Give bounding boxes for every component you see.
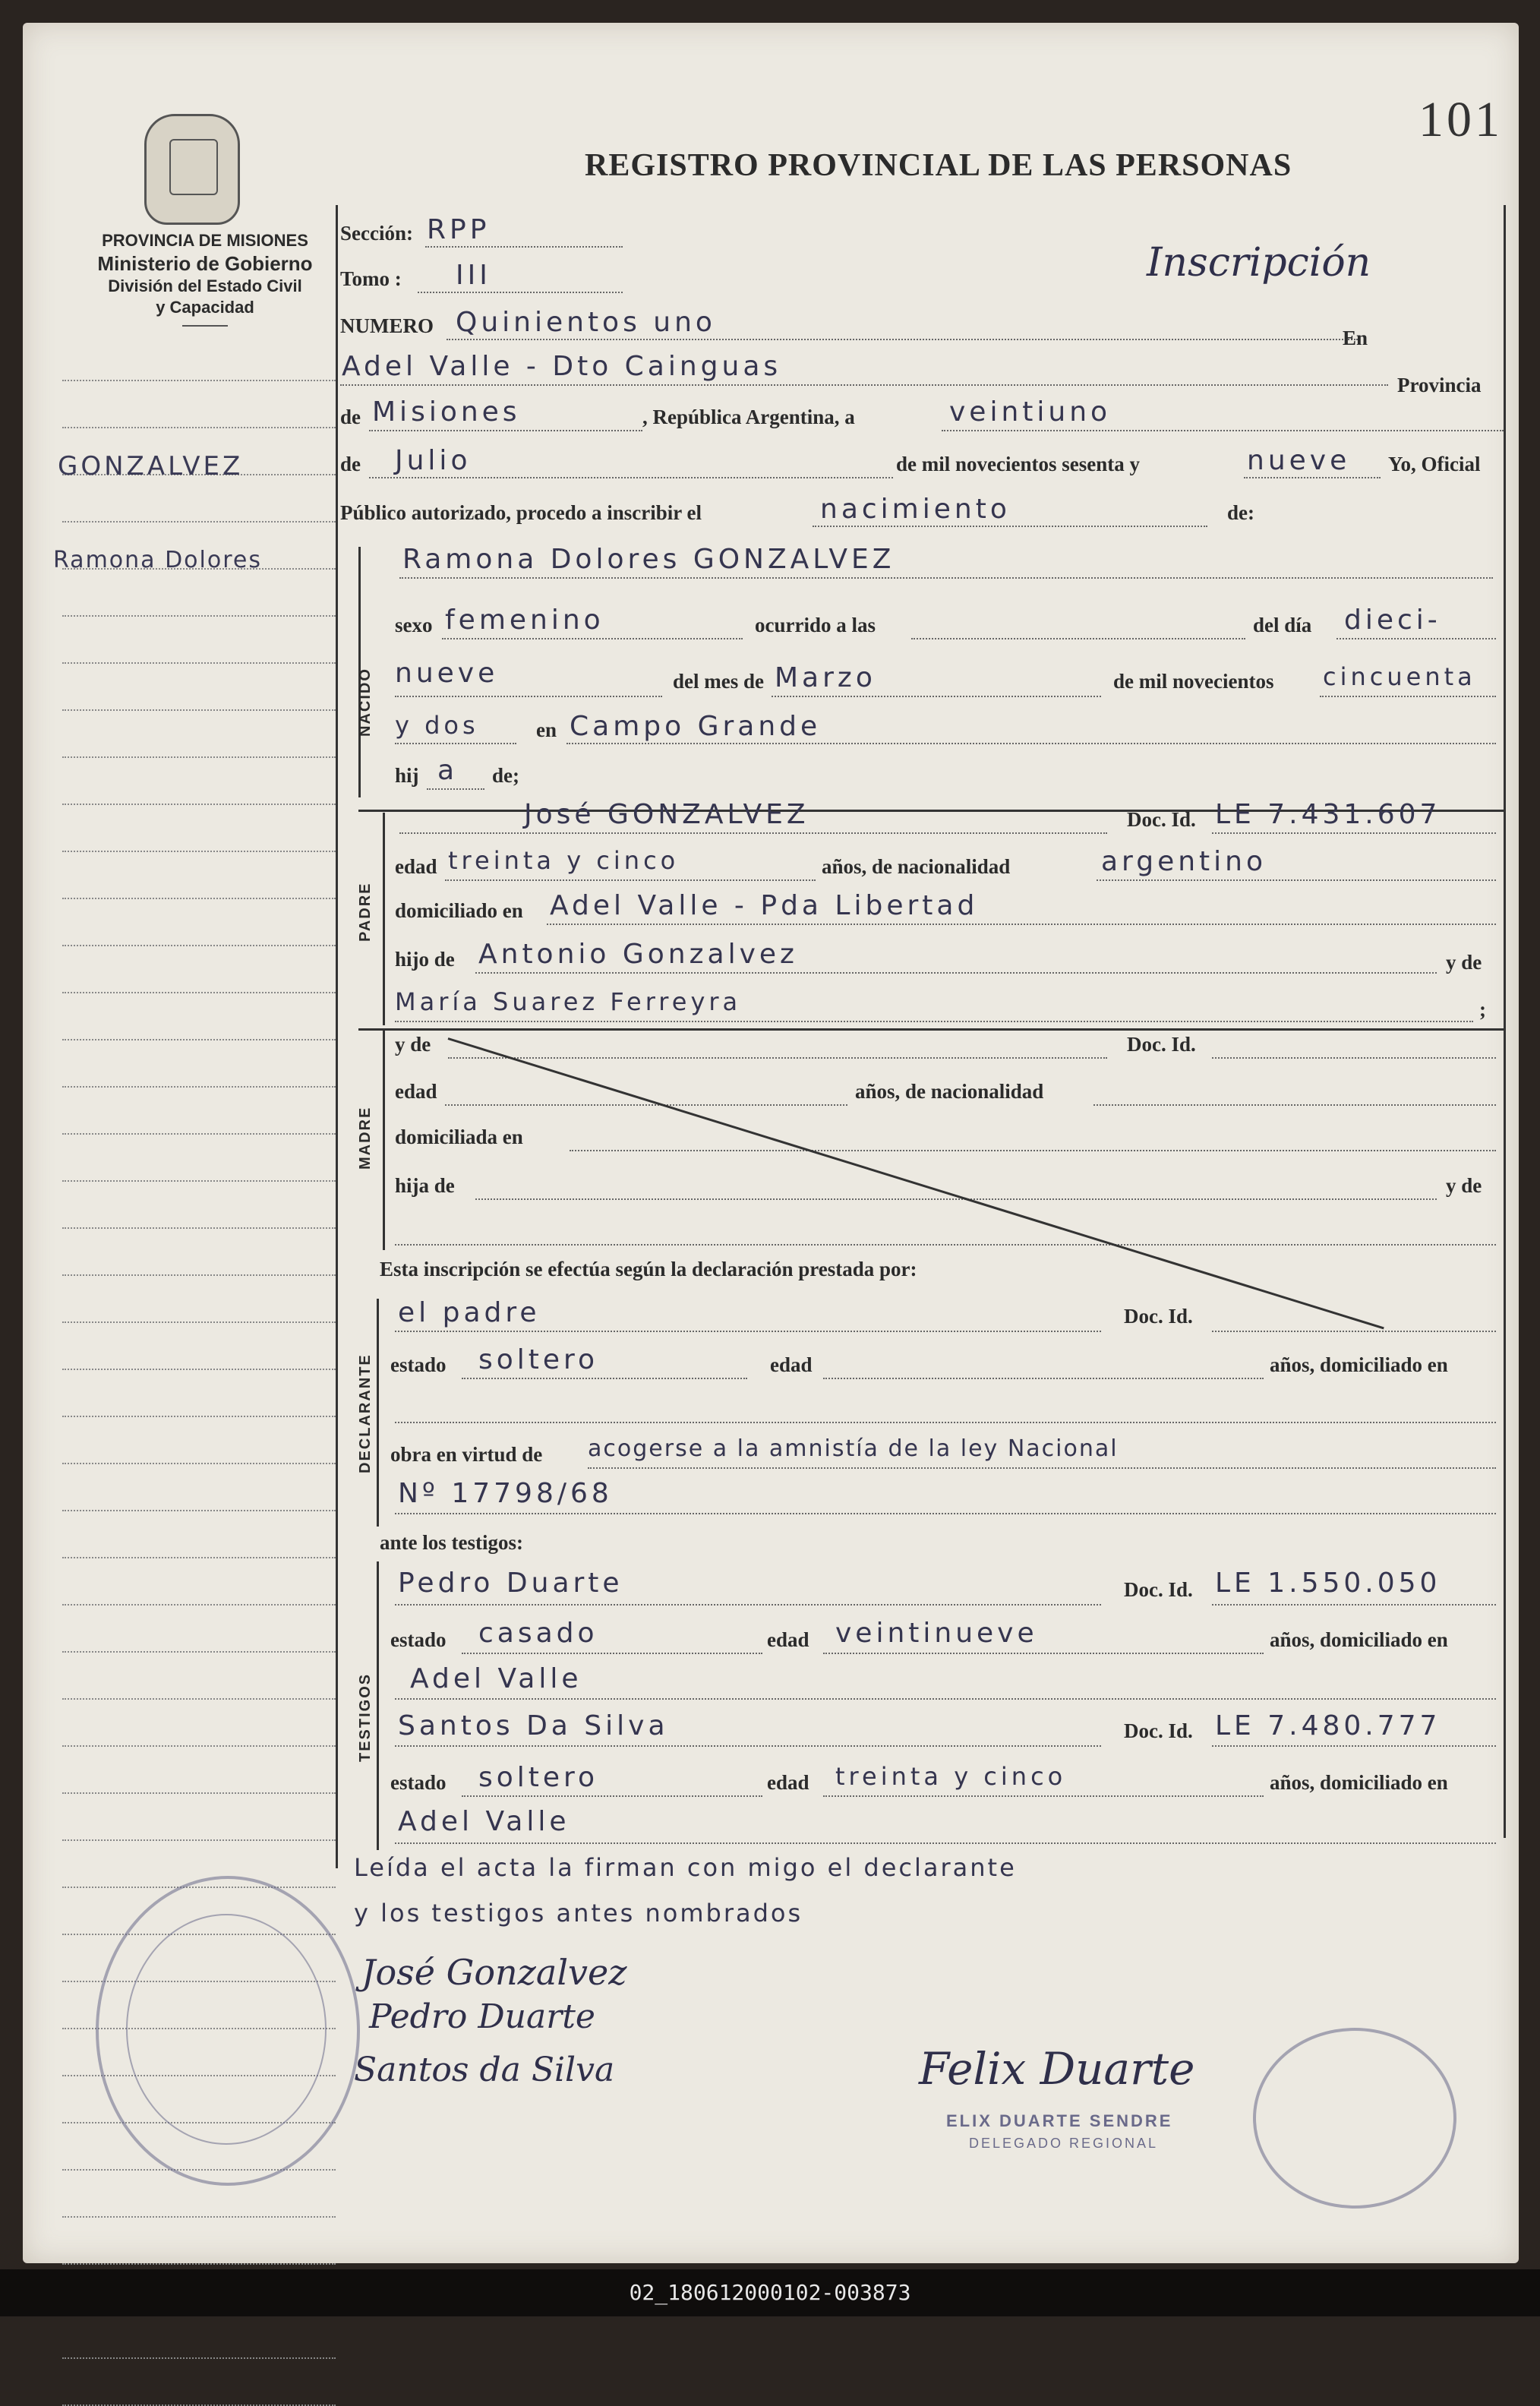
margin-line [62,1557,336,1558]
document-page [23,23,1519,2263]
margin-line [62,380,336,381]
margin-surname: GONZALVEZ [58,451,244,482]
dots [1212,1604,1496,1606]
label-estado-decl: estado [390,1353,447,1376]
label-del-dia: del día [1253,614,1312,636]
value-testigo1: Pedro Duarte [398,1568,623,1599]
dots [1212,1057,1496,1059]
stamp-name: ELIX DUARTE SENDRE [946,2111,1173,2130]
margin-line [62,1604,336,1606]
dots [448,1057,1107,1059]
dots [911,638,1245,639]
value-ley: Nº 17798/68 [398,1478,613,1509]
dots [942,430,1504,431]
margin-line [62,756,336,758]
side-label-testigos: TESTIGOS [357,1672,374,1762]
document-title: REGISTRO PROVINCIAL DE LAS PERSONAS [585,148,1292,183]
side-label-madre: MADRE [357,1106,374,1170]
label-edad-madre: edad [395,1080,437,1103]
dots [395,1422,1496,1423]
label-en: En [1343,327,1368,349]
value-declarante: el padre [398,1297,541,1328]
value-testigo2-estado: soltero [478,1762,599,1793]
dots [1244,477,1381,478]
label-de-mil: de mil novecientos sesenta y [896,453,1140,475]
label-dom-decl: años, domiciliado en [1270,1353,1448,1376]
margin-line [62,1227,336,1229]
label-de-mil2: de mil novecientos [1113,670,1274,693]
label-doc-t1: Doc. Id. [1124,1578,1193,1601]
dots [418,292,623,293]
margin-line [62,945,336,946]
label-estado-t2: estado [390,1771,447,1794]
label-de2: de [340,453,361,475]
label-ocurrido: ocurrido a las [755,614,876,636]
margin-line [62,1180,336,1182]
value-decl-estado: soltero [478,1344,599,1375]
dots [475,1198,1437,1200]
dots [395,1842,1496,1844]
label-provincia: Provincia [1397,374,1482,396]
value-testigo1-doc: LE 1.550.050 [1215,1568,1441,1599]
label-dom-padre: domiciliado en [395,899,523,922]
margin-line [62,804,336,805]
dots [395,1244,1496,1246]
signature-official: Felix Duarte [919,2043,1195,2095]
dots [340,384,1388,386]
value-testigo2: Santos Da Silva [398,1710,669,1741]
dots [395,1698,1496,1700]
margin-line [62,2357,336,2359]
side-label-declarante: DECLARANTE [357,1353,374,1473]
label-edad-t1: edad [767,1628,809,1651]
margin-line [62,1698,336,1700]
value-tomo: III [456,260,491,291]
org-province: PROVINCIA DE MISIONES [102,231,308,250]
org-ministry: Ministerio de Gobierno [97,252,313,275]
label-semicolon: ; [1479,998,1486,1021]
value-testigo2-dom: Adel Valle [398,1806,570,1837]
label-estado-t1: estado [390,1628,447,1651]
label-edad-decl: edad [770,1353,813,1376]
margin-line [62,1745,336,1747]
margin-line [62,662,336,664]
value-anio-nac-2: y dos [395,711,479,740]
margin-given-names: Ramona Dolores [53,547,262,573]
dots [570,1150,1496,1151]
margin-line [62,851,336,852]
dots [1212,832,1496,834]
dots [1097,879,1496,881]
value-padre-doc: LE 7.431.607 [1215,799,1441,830]
dots [566,743,1496,744]
dots [1093,1104,1496,1106]
label-doc-decl: Doc. Id. [1124,1305,1193,1328]
dots [399,577,1493,579]
value-testigo2-doc: LE 7.480.777 [1215,1710,1441,1741]
margin-line [62,709,336,711]
margin-line [62,992,336,993]
label-doc-padre: Doc. Id. [1127,808,1196,831]
dots [369,430,642,431]
signature-declarante: José Gonzalvez [361,1952,627,1993]
value-padre-dom: Adel Valle - Pda Libertad [550,890,979,921]
margin-line [62,1651,336,1653]
coat-of-arms-icon [144,114,240,225]
org-capacity: y Capacidad [156,298,254,317]
margin-line [62,1274,336,1276]
margin-line [62,1792,336,1794]
label-de: de [340,406,361,428]
seal-stamp-right [1253,2028,1456,2209]
margin-line [62,1839,336,1841]
page-number: 101 [1419,92,1503,147]
value-mes-nac: Marzo [775,662,876,693]
value-abuelo: Antonio Gonzalvez [478,939,798,970]
label-sexo: sexo [395,614,433,636]
label-y-de: y de [1446,951,1482,974]
value-numero: Quinientos uno [456,307,716,338]
value-anio: nueve [1247,445,1351,476]
label-republica: , República Argentina, a [642,406,855,428]
value-acto: nacimiento [820,494,1011,525]
dots [462,1378,747,1379]
value-padre-nombre: José GONZALVEZ [524,799,809,830]
value-hij: a [437,755,459,786]
label-dom-madre: domiciliada en [395,1126,523,1148]
value-obra: acogerse a la amnistía de la ley Nacional [588,1435,1119,1462]
madre-border [383,1030,385,1250]
label-en2: en [536,718,557,741]
dots [772,696,1101,697]
value-sexo: femenino [445,605,604,636]
stamp-title: DELEGADO REGIONAL [969,2136,1159,2151]
dots [395,1331,1101,1332]
value-mes: Julio [395,445,472,476]
margin-line [62,898,336,899]
label-dom-t1: años, domiciliado en [1270,1628,1448,1651]
dots [462,1653,762,1654]
closing-line-1: Leída el acta la firman con migo el declarante [354,1853,1017,1882]
header-signature: Inscripción [1147,240,1371,286]
dots [462,1795,762,1797]
dots [399,832,1107,834]
margin-line [62,427,336,428]
value-provincia: Misiones [372,396,521,428]
label-numero: NUMERO [340,314,434,337]
label-de-semi: de; [492,764,519,787]
margin-line [62,615,336,617]
dots [1320,696,1496,697]
value-abuela: María Suarez Ferreyra [395,987,742,1016]
value-testigo1-edad: veintinueve [835,1618,1038,1649]
value-lugar: Adel Valle - Dto Cainguas [342,351,782,382]
label-nac-madre: años, de nacionalidad [855,1080,1044,1103]
value-testigo2-edad: treinta y cinco [835,1762,1067,1791]
label-nac-padre: años, de nacionalidad [822,855,1011,878]
label-seccion: Sección: [340,222,413,245]
divider [182,325,228,327]
label-obra: obra en virtud de [390,1443,543,1466]
value-dia-nac-2: nueve [395,658,499,689]
dots [425,246,623,248]
dots [447,339,1358,340]
value-testigo1-estado: casado [478,1618,598,1649]
dots [369,477,893,478]
image-id-footer: 02_180612000102-003873 [0,2269,1540,2316]
label-doc-madre: Doc. Id. [1127,1033,1196,1056]
margin-line [62,1321,336,1323]
dots [395,1513,1496,1514]
dots [1212,1745,1496,1747]
margin-line [62,1133,336,1135]
label-hijo-de: hijo de [395,948,455,971]
margin-line [62,1086,336,1088]
dots [823,1653,1264,1654]
dots [445,1104,847,1106]
margin-line [62,2216,336,2218]
value-nombre: Ramona Dolores GONZALVEZ [402,544,895,575]
margin-line [62,1416,336,1417]
label-doc-t2: Doc. Id. [1124,1719,1193,1742]
label-hij: hij [395,764,419,787]
label-dom-t2: años, domiciliado en [1270,1771,1448,1794]
dots [813,526,1207,527]
dots [823,1795,1264,1797]
label-de-colon: de: [1227,501,1254,524]
signature-testigo1: Pedro Duarte [369,1997,595,2036]
label-tomo: Tomo : [340,267,402,290]
label-del-mes: del mes de [673,670,764,693]
closing-line-2: y los testigos antes nombrados [354,1899,803,1928]
signature-testigo2: Santos da Silva [354,2051,615,2089]
value-seccion: RPP [427,214,491,245]
value-testigo1-dom: Adel Valle [410,1663,582,1694]
dots [588,1467,1496,1469]
right-border [1504,205,1506,1838]
margin-line [62,521,336,523]
seal-stamp-left-inner [126,1914,327,2145]
dots [823,1378,1264,1379]
dots [445,879,816,881]
margin-line [62,1039,336,1040]
section-divider [358,1028,1504,1031]
value-dia-nac-1: dieci- [1344,605,1441,636]
dots [1336,638,1496,639]
dots [475,972,1437,974]
label-publico: Público autorizado, procedo a inscribir el [340,501,702,524]
label-y-de3: y de [1446,1174,1482,1197]
side-label-padre: PADRE [357,882,374,942]
padre-border [383,813,385,1025]
dots [427,788,484,790]
margin-line [62,1510,336,1511]
value-padre-edad: treinta y cinco [448,846,680,875]
label-hija-de: hija de [395,1174,455,1197]
label-y-de2: y de [395,1033,431,1056]
margin-line [62,1463,336,1464]
dots [442,638,743,639]
dots [547,924,1496,925]
margin-line [62,1369,336,1370]
value-padre-nac: argentino [1101,846,1267,877]
label-edad-padre: edad [395,855,437,878]
testigos-border [377,1561,379,1850]
declarante-border [377,1299,379,1527]
label-edad-t2: edad [767,1771,809,1794]
dots [395,1604,1101,1606]
label-esta-inscripcion: Esta inscripción se efectúa según la declaración prestada por: [380,1258,917,1280]
dots [1212,1331,1496,1332]
label-ante: ante los testigos: [380,1531,523,1554]
left-border [336,205,338,1868]
dots [395,696,662,697]
margin-line [62,2263,336,2265]
org-division: División del Estado Civil [108,276,302,295]
dots [395,1021,1473,1022]
value-dia: veintiuno [949,396,1112,428]
dots [395,1745,1101,1747]
value-lugar-nac: Campo Grande [570,711,822,742]
label-yo-oficial: Yo, Oficial [1388,453,1481,475]
dots [395,743,516,744]
side-label-nacido: NACIDO [357,668,374,737]
value-anio-nac-1: cincuenta [1323,662,1476,691]
